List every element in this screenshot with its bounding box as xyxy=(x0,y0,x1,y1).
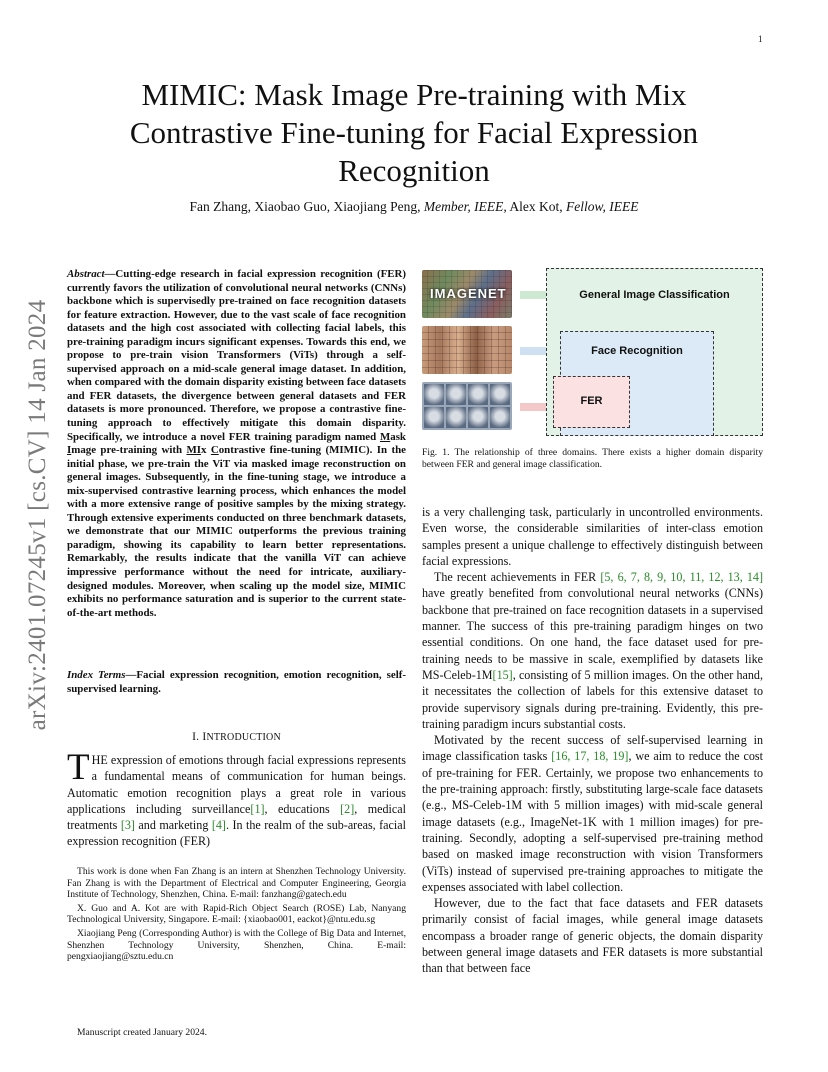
paragraph xyxy=(422,569,763,732)
intro-text-1: expression of emotions through facial expressions represents a fundamental means of communication for human beings. Automatic emotion recognition plays a great role in various applications including surveillance xyxy=(67,753,406,816)
citation-link[interactable]: [4] xyxy=(211,818,226,833)
figure-1 xyxy=(422,262,767,442)
general-image-classification-label: General Image Classification xyxy=(579,289,730,301)
section-number: I. xyxy=(192,730,203,743)
text-span: Motivated by the recent success of self-supervised learning in image classification tasks xyxy=(422,733,763,764)
index-terms-text: —Facial expression recognition, emotion recognition, self-supervised learning. xyxy=(67,669,406,695)
text-span: , consisting of 5 million images. On the other hand, it necessitates the collection of labels for this extensive dataset to provide supervisory signals during pre-training. Evidently, this pre-training paradigm incurs substantial costs. xyxy=(422,667,763,731)
footnote-1: This work is done when Fan Zhang is an intern at Shenzhen Technology University. Fan Zhang is with the Department of Electrical and Computer Engineering, Georgia Institute of Technology, Shenzhen, China. E-mail: fanzhang@gatech.edu xyxy=(67,866,406,901)
abstract-label: Abstract xyxy=(67,268,105,280)
text-span: have greatly benefited from convolutional neural networks (CNNs) backbone that pre-trained on face recognition datasets in a supervised manner. The success of this pre-training paradigm hinges on two essential conditions. On one hand, the face dataset used for pre-training needs to be massive in scale, exemplified by datasets like MS-Celeb-1M xyxy=(422,586,763,682)
abstract-text-1: —Cutting-edge research in facial expression recognition (FER) currently favors the utilization of convolutional neural networks (CNNs) backbone which is supervisedly pre-trained on face recognition datasets for feature extraction. However, due to the vast scale of face recognition datasets and the high cost associated with collecting facial labels, this pre-training paradigm incurs significant expenses. Towards this end, we propose to pre-train vision Transformers (ViTs) through a self-supervised approach on a mid-scale general image dataset. In addition, when compared with the domain disparity existing between face datasets and FER datasets, the divergence between general datasets and FER datasets is more pronounced. Therefore, we propose a contrastive fine-tuning approach to effectively mitigate this domain disparity. Specifically, we introduce a novel FER training paradigm named xyxy=(67,268,406,443)
paragraph: is a very challenging task, particularly in uncontrolled environments. Even worse, the considerable similarities of inter-class emotion samples present a unique challenge to effectively distinguish between facial expressions. xyxy=(422,505,763,568)
author-names-2: Alex Kot, xyxy=(506,199,566,214)
citation-link[interactable]: [1] xyxy=(250,801,265,816)
paragraph: However, due to the fact that face datasets and FER datasets primarily consist of facial images, while general image datasets encompass a broader range of generic objects, the domain disparity between general image datasets and FER datasets is more substantial than that between face xyxy=(422,896,763,976)
index-terms-label: Index Terms xyxy=(67,669,126,681)
right-column-text xyxy=(422,504,763,977)
fer-faces-image xyxy=(422,382,512,430)
citation-link[interactable]: [3] xyxy=(120,818,135,833)
intro-lead: HE xyxy=(91,753,108,767)
author-role-1: Member, IEEE, xyxy=(423,199,507,214)
index-terms xyxy=(67,669,406,696)
paper-title: MIMIC: Mask Image Pre-training with Mix Contrastive Fine-tuning for Facial Expression Recognition xyxy=(129,77,699,188)
text-span: , we aim to reduce the cost of pre-training for FER. Certainly, we propose two enhancements to the pre-training approach: firstly, substituting large-scale face datasets (e.g., MS-Celeb-1M with 5 million images) with mid-scale general image datasets (e.g., ImageNet-1K with 1 million images) for pre-training. Secondly, adopting a self-supervised pre-training method based on masked image reconstruction with vision Transformers (ViTs) instead of supervised pre-training approaches to mitigate the expenses associated with label collection. xyxy=(422,749,763,894)
intro-text-5: . In the realm of the sub-areas, facial expression recognition (FER) xyxy=(67,818,406,849)
face-mosaic-image xyxy=(422,326,512,374)
imagenet-mosaic-image xyxy=(422,270,512,318)
intro-text-3: , medical treatments xyxy=(67,801,407,833)
figure-1-caption: Fig. 1. The relationship of three domains. There exists a higher domain disparity between FER and general image classification. xyxy=(422,447,763,470)
abstract-method-name: Mask Image pre-training with MIx Contrastive fine-tuning xyxy=(67,430,406,457)
fer-box xyxy=(553,376,630,428)
abstract xyxy=(67,268,406,620)
footnote-3: Xiaojiang Peng (Corresponding Author) is with the College of Big Data and Internet, Shenzhen Technology University, Shenzhen, China. E-mail: pengxiaojiang@sztu.edu.cn xyxy=(67,927,406,963)
dropcap-letter: T xyxy=(67,747,90,788)
text-span: The recent achievements in FER xyxy=(434,570,601,585)
footnotes xyxy=(67,866,406,965)
intro-paragraph xyxy=(67,747,407,850)
citation-link[interactable]: [15] xyxy=(492,667,513,682)
section-first-letter: I xyxy=(202,730,207,743)
face-recognition-label: Face Recognition xyxy=(591,345,683,357)
fer-label: FER xyxy=(580,395,603,407)
paragraph xyxy=(422,732,763,895)
imagenet-logo: IMAGENET xyxy=(430,286,507,301)
author-role-2: Fellow, IEEE xyxy=(565,199,639,214)
citation-link[interactable]: [5, 6, 7, 8, 9, 10, 11, 12, 13, 14] xyxy=(600,570,763,585)
arxiv-id: arXiv:2401.07245v1 [cs.CV] 14 Jan 2024 xyxy=(24,299,51,731)
intro-text-2: , educations xyxy=(264,801,341,816)
manuscript-note: Manuscript created January 2024. xyxy=(77,1027,208,1038)
section-title-rest: NTRODUCTION xyxy=(206,732,281,743)
intro-text-4: and marketing xyxy=(134,818,212,833)
arxiv-stamp xyxy=(20,290,56,740)
footnote-2: X. Guo and A. Kot are with Rapid-Rich Object Search (ROSE) Lab, Nanyang Technological University, Singapore. E-mail: {xiaobao001, eackot}@ntu.edu.sg xyxy=(67,902,406,926)
section-heading-introduction xyxy=(67,730,406,743)
citation-link[interactable]: [16, 17, 18, 19] xyxy=(551,749,629,764)
author-names-1: Fan Zhang, Xiaobao Guo, Xiaojiang Peng, xyxy=(189,199,424,214)
page-number: 1 xyxy=(758,34,763,44)
abstract-text-2: (MIMIC). In the initial phase, we pre-train the ViT via masked image reconstruction on general images. Subsequently, in the fine-tuning stage, we introduce a mix-supervised contrastive learning process, which enhances the model with a more extensive range of positive samples by the mixing strategy. Through extensive experiments conducted on three benchmark datasets, we demonstrate that our MIMIC outperforms the previous training paradigm, showing its capability to learn better representations. Remarkably, the results indicate that the vanilla ViT can achieve impressive performance without the need for intricate, auxiliary-designed modules. Moreover, when scaling up the model size, MIMIC exhibits no performance saturation and is superior to the current state-of-the-art methods. xyxy=(67,444,407,619)
citation-link[interactable]: [2] xyxy=(340,801,355,816)
author-line xyxy=(90,199,738,215)
